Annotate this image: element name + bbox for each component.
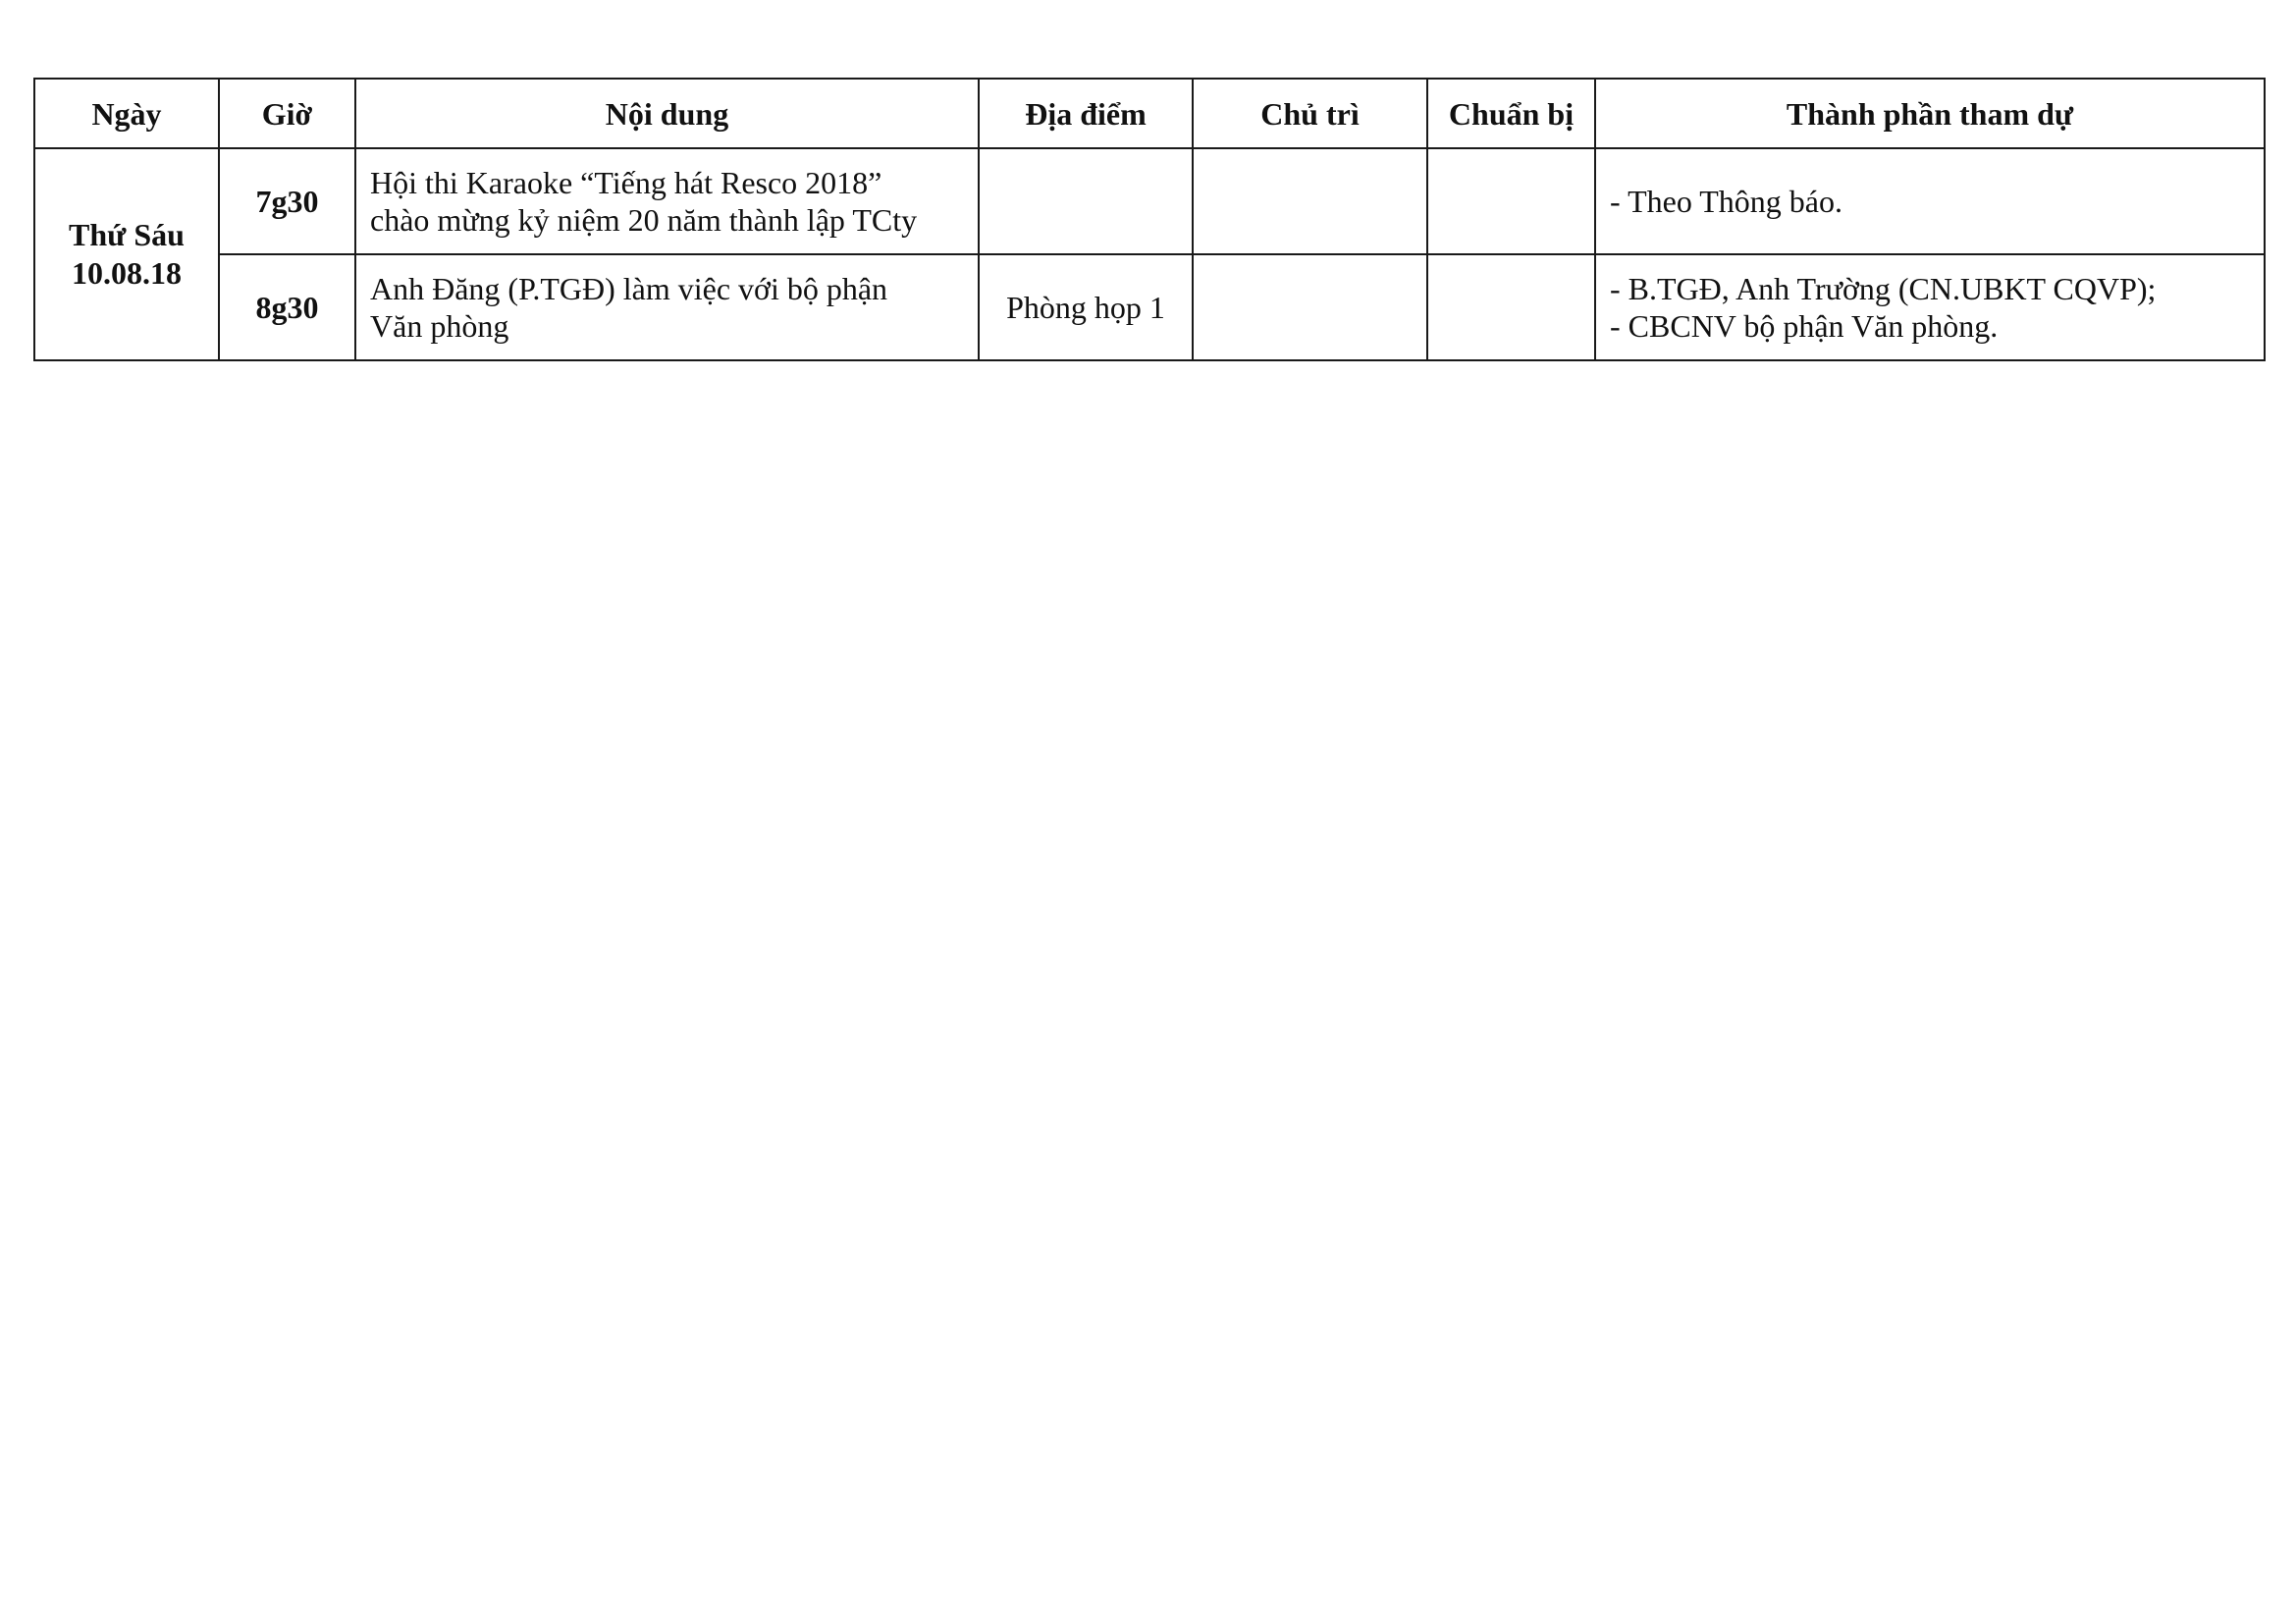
date-label: 10.08.18	[72, 255, 182, 291]
header-date: Ngày	[34, 79, 219, 148]
attendees-cell	[1595, 148, 2265, 254]
table-header	[34, 79, 2265, 148]
preparation-cell	[1427, 148, 1595, 254]
content-cell	[355, 148, 979, 254]
header-content: Nội dung	[355, 79, 979, 148]
location-cell: Phòng họp 1	[979, 254, 1193, 360]
header-row	[34, 79, 2265, 148]
content-cell	[355, 254, 979, 360]
preparation-cell	[1427, 254, 1595, 360]
attendees-cell	[1595, 254, 2265, 360]
header-time: Giờ	[219, 79, 355, 148]
header-preparation: Chuẩn bị	[1427, 79, 1595, 148]
time-cell: 7g30	[219, 148, 355, 254]
content-line: Văn phòng	[370, 308, 509, 344]
table-row	[34, 254, 2265, 360]
attendee-line: - B.TGĐ, Anh Trường (CN.UBKT CQVP);	[1610, 271, 2157, 306]
content-line: Anh Đăng (P.TGĐ) làm việc với bộ phận	[370, 271, 888, 306]
header-chair: Chủ trì	[1193, 79, 1427, 148]
weekday-label: Thứ Sáu	[69, 217, 185, 252]
content-line: chào mừng kỷ niệm 20 năm thành lập TCty	[370, 202, 918, 238]
day-cell	[34, 148, 219, 360]
chair-cell	[1193, 148, 1427, 254]
header-location: Địa điểm	[979, 79, 1193, 148]
attendee-line: - CBCNV bộ phận Văn phòng.	[1610, 308, 1999, 344]
location-cell	[979, 148, 1193, 254]
schedule-table	[33, 78, 2266, 361]
header-attendees: Thành phần tham dự	[1595, 79, 2265, 148]
time-cell: 8g30	[219, 254, 355, 360]
table-row	[34, 148, 2265, 254]
chair-cell	[1193, 254, 1427, 360]
content-line: Hội thi Karaoke “Tiếng hát Resco 2018”	[370, 165, 882, 200]
attendee-line: - Theo Thông báo.	[1610, 184, 1842, 219]
table-body	[34, 148, 2265, 360]
